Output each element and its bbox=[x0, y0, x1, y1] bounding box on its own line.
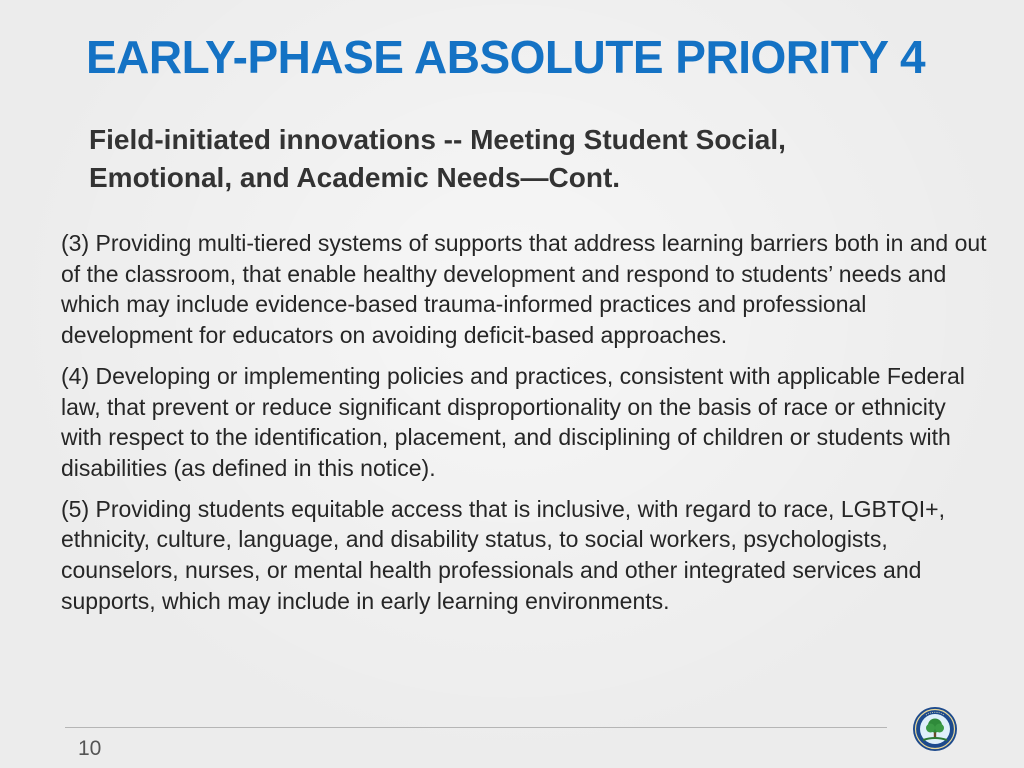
department-of-education-seal-icon bbox=[912, 706, 958, 752]
paragraph-item-5: (5) Providing students equitable access that is inclusive, with regard to race, LGBTQI+, ethnicity, culture, language, and disability status, to social workers, psychologists, counselors, nurses, or mental health professionals and other integrated services and supports, which may include in early learning environments. bbox=[61, 495, 946, 614]
seal-graphic bbox=[912, 706, 958, 752]
paragraph-item-3: (3) Providing multi-tiered systems of supports that address learning barriers both in and out of the classroom, that enable healthy development and respond to students’ needs and which may include evidence-based trauma-informed practices and professional development for educators on avoiding deficit-based approaches. bbox=[61, 230, 987, 349]
slide-title: EARLY-PHASE ABSOLUTE PRIORITY 4 bbox=[86, 31, 926, 83]
slide-body bbox=[61, 228, 991, 626]
page-number: 10 bbox=[78, 737, 102, 760]
slide-subtitle: Field-initiated innovations -- Meeting Student Social, Emotional, and Academic Needs—Cont. bbox=[89, 124, 786, 193]
footer-divider bbox=[65, 727, 887, 728]
paragraph-item-4: (4) Developing or implementing policies and practices, consistent with applicable Federal law, that prevent or reduce significant disproportionality on the basis of race or ethnicity with respect to the identification, placement, and disciplining of children or students with disabilities (as defined in this notice). bbox=[61, 362, 965, 481]
